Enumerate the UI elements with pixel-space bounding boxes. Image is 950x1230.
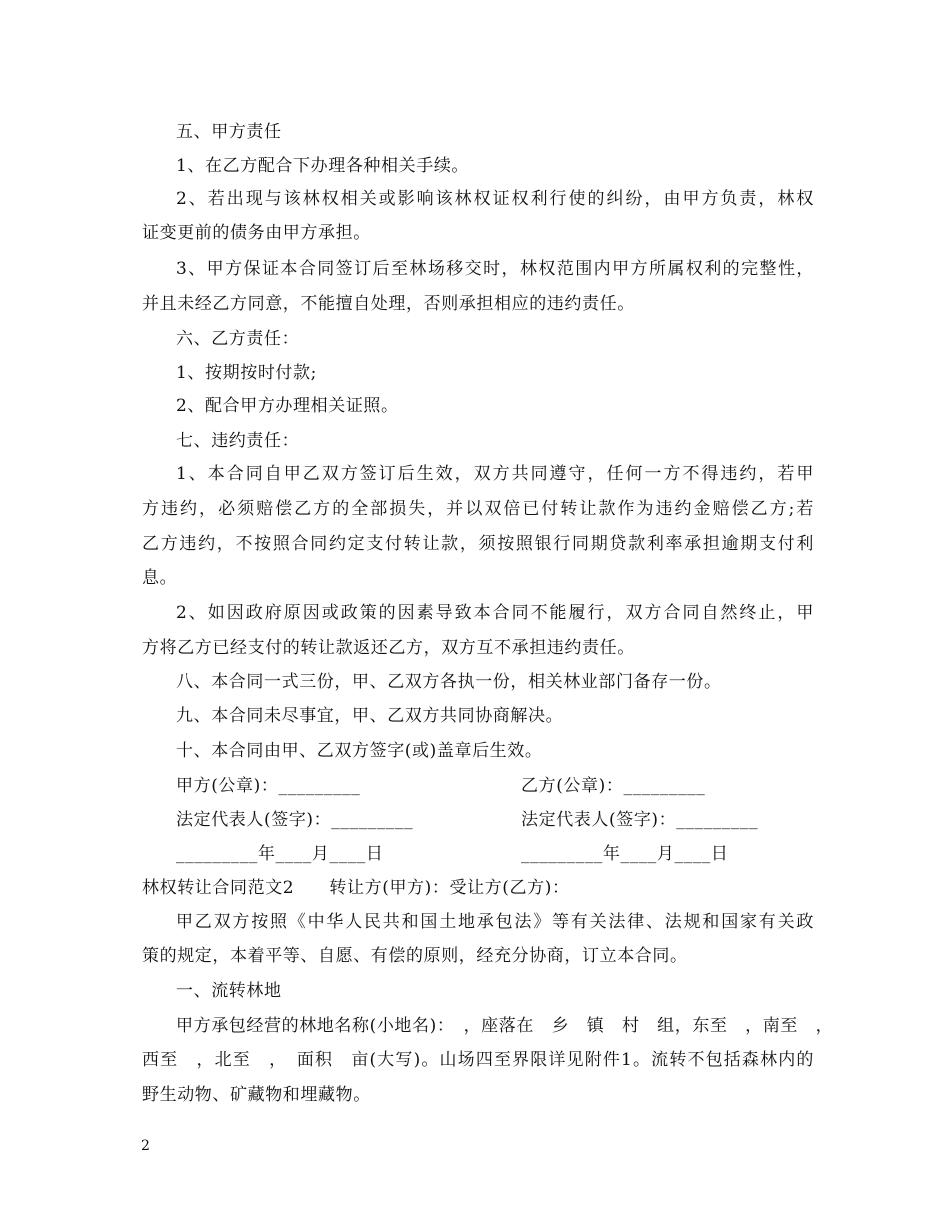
signature-row-seal bbox=[176, 775, 856, 797]
party-a-date-field: _________年____月____日 bbox=[176, 844, 384, 864]
paragraph-line: 证变更前的债务由甲方承担。 bbox=[142, 223, 371, 243]
paragraph-line: 甲方承包经营的林地名称(小地名)： ，座落在 乡 镇 村 组，东至 ，南至 ， bbox=[176, 1016, 834, 1036]
paragraph-line: 3、甲方保证本合同签订后至林场移交时，林权范围内甲方所属权利的完整性， bbox=[176, 259, 814, 279]
section-heading: 十、本合同由甲、乙双方签字(或)盖章后生效。 bbox=[176, 741, 543, 761]
paragraph-line: 1、本合同自甲乙双方签订后生效，双方共同遵守，任何一方不得违约，若甲 bbox=[176, 464, 814, 484]
signature-row-date bbox=[176, 843, 856, 865]
section-heading: 七、违约责任： bbox=[176, 431, 300, 451]
paragraph-line: 乙方违约，不按照合同约定支付转让款，须按照银行同期贷款利率承担逾期支付利 bbox=[142, 534, 814, 554]
party-b-representative-field: 法定代表人(签字)：_________ bbox=[521, 810, 759, 830]
paragraph-line: 西至 ，北至 ， 面积 亩(大写)。山场四至界限详见附件1。流转不包括森林内的 bbox=[142, 1050, 814, 1070]
paragraph-line: 甲乙双方按照《中华人民共和国土地承包法》等有关法律、法规和国家有关政 bbox=[176, 912, 814, 932]
party-b-seal-field: 乙方(公章)：_________ bbox=[521, 776, 706, 796]
paragraph-line: 2、若出现与该林权相关或影响该林权证权利行使的纠纷，由甲方负责，林权 bbox=[176, 189, 814, 209]
paragraph-line: 并且未经乙方同意，不能擅自处理，否则承担相应的违约责任。 bbox=[142, 294, 635, 314]
paragraph-line: 1、在乙方配合下办理各种相关手续。 bbox=[176, 156, 470, 176]
page-number: 2 bbox=[141, 1138, 150, 1154]
party-a-representative-field: 法定代表人(签字)：_________ bbox=[176, 810, 414, 830]
section-heading: 六、乙方责任： bbox=[176, 329, 300, 349]
paragraph-line: 息。 bbox=[142, 568, 178, 588]
party-a-seal-field: 甲方(公章)：_________ bbox=[176, 776, 361, 796]
paragraph-line: 野生动物、矿藏物和埋藏物。 bbox=[142, 1085, 371, 1105]
paragraph-line: 方违约，必须赔偿乙方的全部损失，并以双倍已付转让款作为违约金赔偿乙方;若 bbox=[142, 499, 814, 519]
section-heading: 九、本合同未尽事宜，甲、乙双方共同协商解决。 bbox=[176, 706, 564, 726]
contract-title-line: 林权转让合同范文2 转让方(甲方)：受让方(乙方)： bbox=[142, 878, 570, 898]
party-b-date-field: _________年____月____日 bbox=[521, 844, 729, 864]
signature-row-representative bbox=[176, 809, 856, 831]
section-heading: 五、甲方责任 bbox=[176, 122, 282, 142]
paragraph-line: 方将乙方已经支付的转让款返还乙方，双方互不承担违约责任。 bbox=[142, 638, 635, 658]
section-heading: 一、流转林地 bbox=[176, 981, 282, 1001]
paragraph-line: 2、如因政府原因或政策的因素导致本合同不能履行，双方合同自然终止，甲 bbox=[176, 603, 814, 623]
paragraph-line: 策的规定，本着平等、自愿、有偿的原则，经充分协商，订立本合同。 bbox=[142, 946, 688, 966]
paragraph-line: 1、按期按时付款; bbox=[176, 363, 317, 383]
section-heading: 八、本合同一式三份，甲、乙双方各执一份，相关林业部门备存一份。 bbox=[176, 672, 722, 692]
paragraph-line: 2、配合甲方办理相关证照。 bbox=[176, 396, 399, 416]
